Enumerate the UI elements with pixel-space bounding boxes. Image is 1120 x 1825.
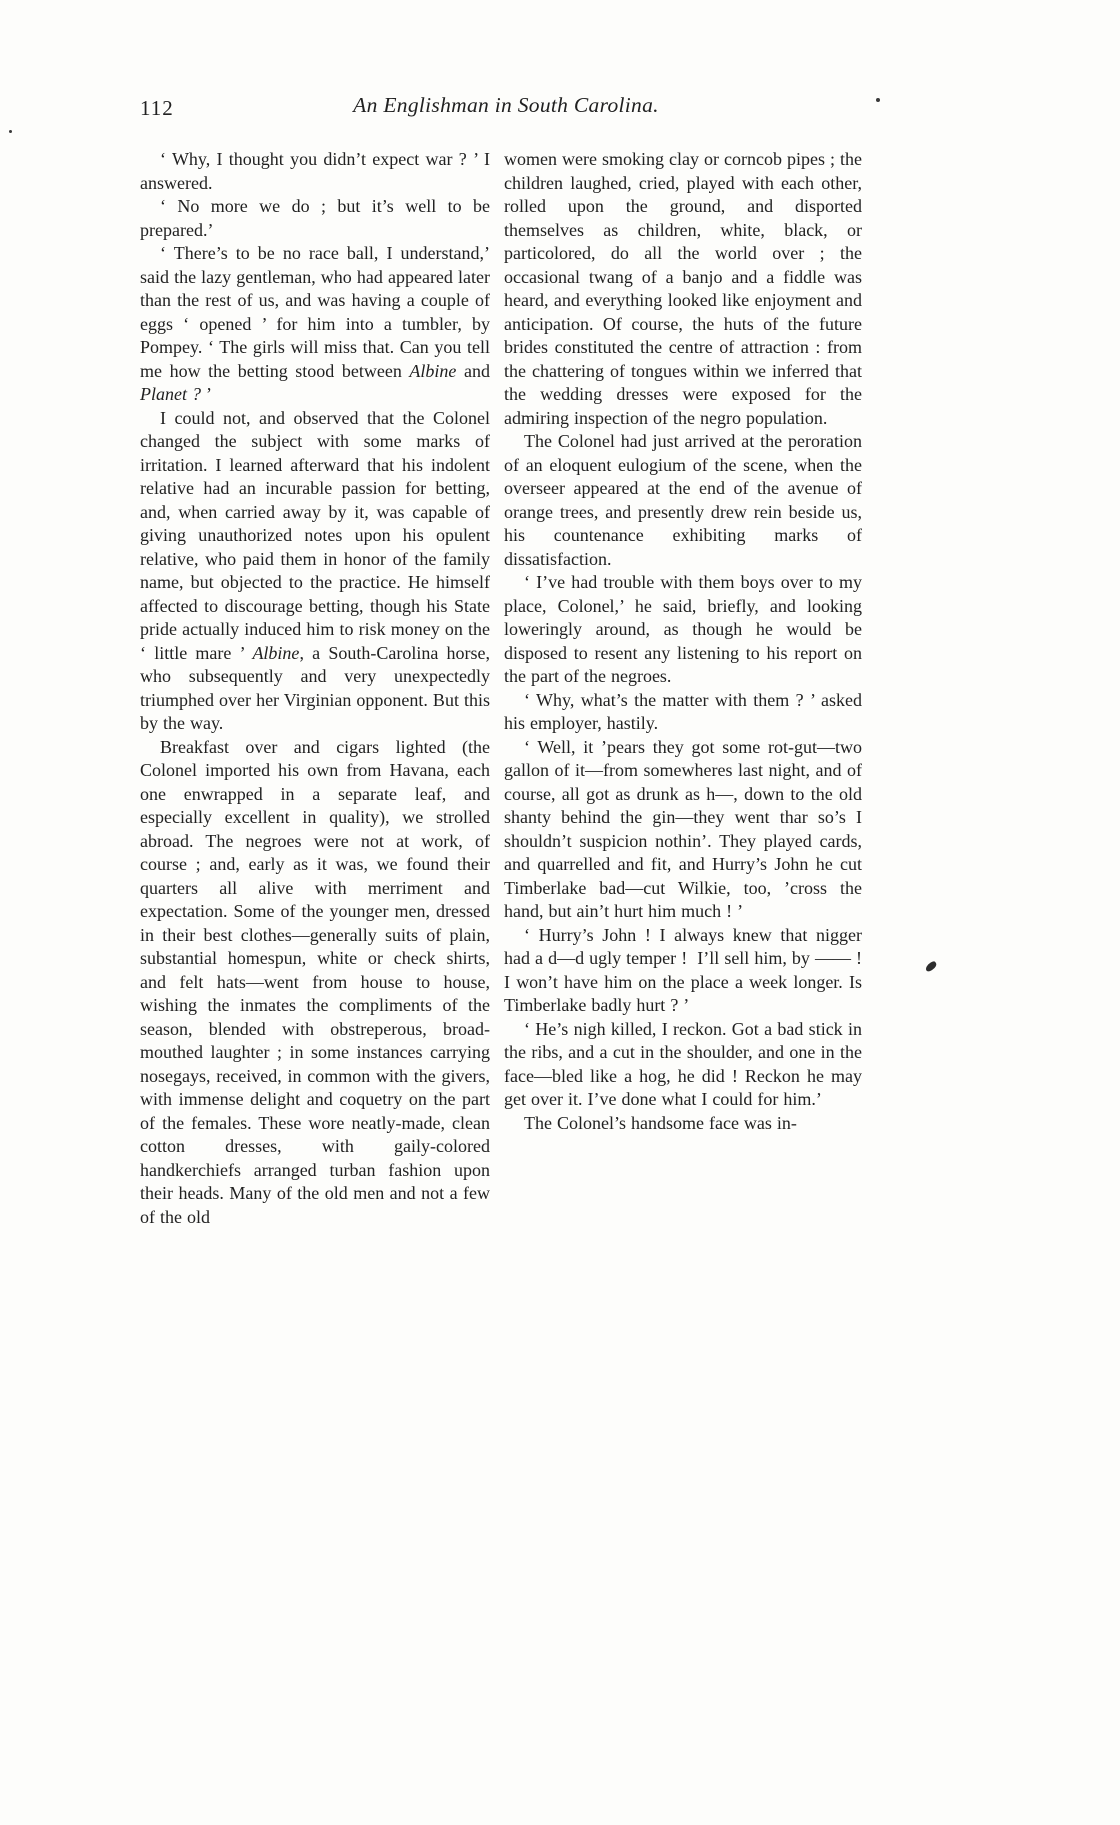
- paragraph: I could not, and observed that the Colonel changed the subject with some marks of irritation. I learned afterward that his indolent relative had an incurable passion for betting, and, when carried away by it, was capable of giving unauthorized notes upon his opulent relative, who paid them in honor of the family name, but objected to the practice. He himself affected to discourage betting, though his State pride actually induced him to risk money on the ‘ little mare ’ Albine, a South-Carolina horse, who subsequently and very unexpectedly triumphed over her Virginian opponent. But this by the way.: [140, 407, 491, 733]
- ink-speck: [924, 960, 938, 972]
- paragraph: Breakfast over and cigars lighted (the Colonel imported his own from Havana, each one enwrapped in a separate leaf, and especially excellent in quality), we strolled abroad. The negroes were not at work, of course ; and, early as it was, we found their quarters all alive with merriment and expectation. Some of the younger men, dressed in their best clothes—generally suits of plain, substantial homespun, white or check shirts, and felt hats—went from house to house, wishing the inmates the compliments of the season, blended with obstreperous, broad-mouthed laughter ; in some instances carrying nosegays, received, in common with the givers, with immense delight and coquetry on the part of the females. These wore neatly-made, clean cotton dresses, with gaily-colored handkerchiefs arranged turban fashion upon their heads. Many of the old men and not a few of the old: [140, 736, 490, 1227]
- paragraph: ‘ I’ve had trouble with them boys over to my place, Colonel,’ he said, briefly, and looking loweringly around, as though he would be disposed to resent any listening to his report on the part of the negroes.: [504, 572, 862, 686]
- paragraph: ‘ Why, what’s the matter with them ? ’ asked his employer, hastily.: [504, 689, 862, 733]
- italic-text: Albine: [409, 360, 457, 381]
- paragraph: ‘ Why, I thought you didn’t expect war ? ’ I answered.: [140, 149, 490, 193]
- paragraph: ‘ Hurry’s John ! I always knew that nigger had a d—d ugly temper ! I’ll sell him, by —— ! I won’t have him on the place a week longer. Is Timberlake badly hurt ? ’: [504, 924, 862, 1015]
- paragraph: ‘ There’s to be no race ball, I understand,’ said the lazy gentleman, who had appeared later than the rest of us, and was having a couple of eggs ‘ opened ’ for him into a tumbler, by Pompey. ‘ The girls will miss that. Can you tell me how the betting stood between Albine and Planet ? ’: [140, 243, 490, 404]
- italic-text: Albine: [252, 642, 300, 663]
- paragraph: ‘ No more we do ; but it’s well to be prepared.’: [140, 196, 490, 240]
- page-header: [140, 93, 872, 127]
- running-title: An Englishman in South Carolina.: [353, 93, 659, 117]
- right-column: [504, 148, 862, 1229]
- text-columns: [140, 148, 872, 1229]
- paragraph: women were smoking clay or corncob pipes ; the children laughed, cried, played with each other, rolled upon the ground, and disported themselves as children, white, black, or particolored, do all the world over ; the occasional twang of a banjo and a fiddle was heard, and everything looked like enjoyment and anticipation. Of course, the huts of the future brides constituted the centre of attraction : from the chattering of tongues within we inferred that the wedding dresses were exposed for the admiring inspection of the negro population.: [504, 149, 862, 428]
- page-content: [140, 93, 872, 1229]
- ink-speck: [876, 98, 880, 102]
- paragraph: ‘ Well, it ’pears they got some rot-gut—two gallon of it—from somewheres last night, and of course, all got as drunk as h—, down to the old shanty behind the gin—they went thar so’s I shouldn’t suspicion nothin’. They played cards, and quarrelled and fit, and Hurry’s John he cut Timberlake bad—cut Wilkie, too, ’cross the hand, but ain’t hurt him much ! ’: [504, 736, 862, 921]
- paragraph: ‘ He’s nigh killed, I reckon. Got a bad stick in the ribs, and a cut in the shoulder, and one in the face—bled like a hog, he did ! Reckon he may get over it. I’ve done what I could for him.’: [504, 1018, 862, 1109]
- ink-speck: [9, 130, 12, 133]
- page-number: 112: [140, 96, 174, 120]
- italic-text: Planet ?: [140, 384, 201, 404]
- paragraph: The Colonel’s handsome face was in-: [524, 1112, 797, 1133]
- paragraph: The Colonel had just arrived at the peroration of an eloquent eulogium of the scene, when the overseer appeared at the end of the avenue of orange trees, and presently drew rein beside us, his countenance exhibiting marks of dissatisfaction.: [504, 431, 862, 569]
- left-column: [140, 148, 490, 1229]
